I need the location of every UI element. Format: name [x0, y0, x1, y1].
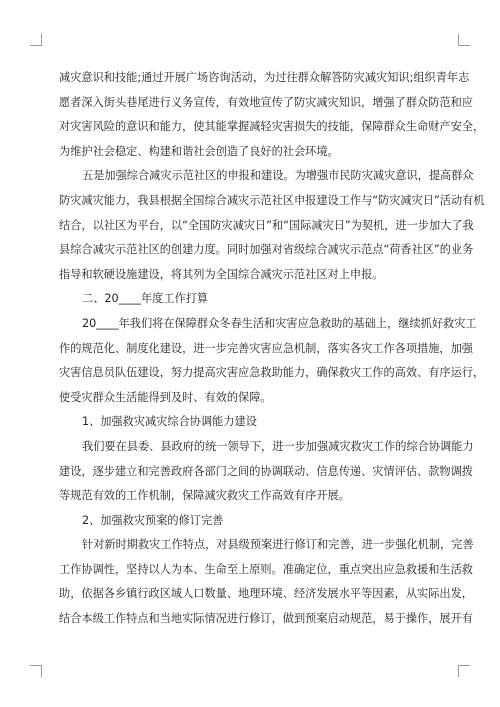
crop-mark-top-left-v: [41, 34, 42, 46]
crop-mark-top-right-v: [458, 34, 459, 46]
text-line: 结合本级工作特点和当地实际情况进行修订，做到预案启动规范，易于操作，展开有: [59, 612, 473, 626]
text-line: 工作协调性，坚持以人为本、生命至上原则。准确定位，重点突出应急救援和生活救: [59, 562, 473, 576]
text-line: 助，依据各乡镇行政区域人口数量、地理环境、经济发展水平等因素，从实际出发，: [59, 587, 473, 601]
text-line: 灾害信息员队伍建设，努力提高灾害应急救助能力，确保救灾工作的高效、有序运行，: [59, 366, 485, 380]
text-line: 我们要在县委、县政府的统一领导下，进一步加强减灾救灾工作的综合协调能力: [82, 439, 474, 453]
text-line: 为维护社会稳定、构建和谐社会创造了良好的社会环境。: [59, 144, 339, 158]
text-line: 作的规范化、制度化建设，进一步完善灾害应急机制，落实各灾工作各项措施，加强: [59, 341, 473, 355]
text-line: 结合，以社区为平台，以“全国防灾减灾日”和“国际减灾日”为契机，进一步加大了我: [59, 218, 474, 232]
text-line: 建设，逐步建立和完善政府各部门之间的协调联动、信息传递、灾情评估、款物调拨: [59, 464, 473, 478]
section-heading: 二、20____年度工作打算: [82, 292, 209, 306]
crop-mark-bottom-left-v: [41, 665, 42, 677]
text-line: 防灾减灾能力，我县根据全国综合减灾示范社区申报建设工作与“防灾减灾日”活动有机: [59, 193, 485, 207]
text-line: 20____年我们将在保障群众冬春生活和灾害应急救助的基础上，继续抓好救灾工: [82, 316, 477, 330]
document-body: [59, 66, 485, 632]
text-line: 针对新时期救灾工作特点，对县级预案进行修订和完善，进一步强化机制，完善: [82, 538, 474, 552]
text-line: 县综合减灾示范社区的创建力度。同时加强对省级综合减灾示范点“荷香社区”的业务: [59, 243, 474, 257]
crop-mark-bottom-right-v: [458, 665, 459, 677]
text-line: 减灾意识和技能;通过开展广场咨询活动，为过往群众解答防灾减灾知识;组织青年志: [59, 71, 470, 84]
subsection-heading: 2、加强救灾预案的修订完善: [82, 513, 224, 527]
subsection-heading: 1、加强救灾减灾综合协调能力建设: [82, 415, 257, 429]
crop-mark-bottom-right-h: [458, 665, 470, 666]
text-line: 五是加强综合减灾示范社区的申报和建设。为增强市民防灾减灾意识，提高群众: [82, 169, 474, 183]
text-line: 等规范有效的工作机制，保障减灾救灾工作高效有序开展。: [59, 489, 350, 503]
crop-mark-top-right-h: [458, 45, 470, 46]
text-line: 愿者深入街头巷尾进行义务宣传，有效地宣传了防灾减灾知识，增强了群众防范和应: [59, 95, 473, 109]
text-line: 对灾害风险的意识和能力，使其能掌握减轻灾害损失的技能，保障群众生命财产安全，: [59, 120, 485, 134]
text-line: 指导和软硬设施建设，将其列为全国综合减灾示范社区对上申报。: [59, 267, 384, 281]
text-line: 使受灾群众生活能得到及时、有效的保障。: [59, 390, 272, 404]
